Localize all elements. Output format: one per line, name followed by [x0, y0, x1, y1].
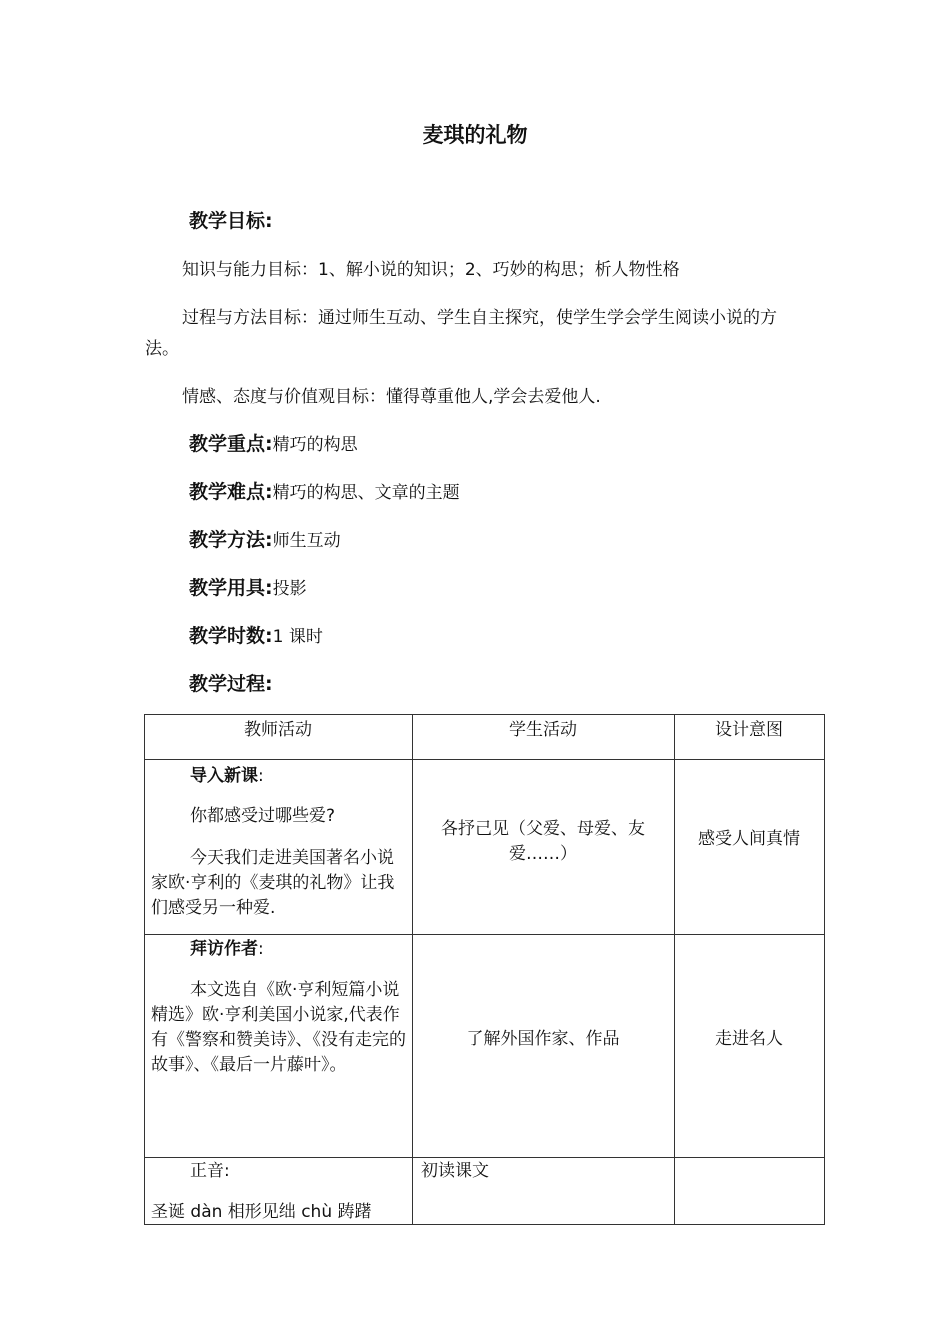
row2-student-activity: 了解外国作家、作品 [466, 1029, 620, 1049]
row2-teacher-heading [190, 937, 264, 962]
table-row-divider [144, 1157, 825, 1158]
item-value: 投影 [272, 579, 307, 599]
row2-heading-text: 拜访作者 [190, 939, 258, 959]
item-value: 精巧的构思、文章的主题 [272, 483, 460, 503]
table-row-divider [144, 934, 825, 935]
row3-student-activity: 初读课文 [421, 1161, 489, 1181]
row1-teacher-question: 你都感受过哪些爱? [190, 806, 336, 826]
process-table [144, 714, 825, 1225]
item-tools [189, 576, 307, 601]
table-border-right [824, 714, 825, 1225]
item-value: 1 课时 [272, 627, 323, 647]
row3-teacher-pronunciation: 圣诞 dàn 相形见绌 chù 踌躇 [151, 1202, 372, 1222]
objective-emotion: 情感、态度与价值观目标：懂得尊重他人,学会去爱他人. [182, 387, 601, 407]
item-value: 精巧的构思 [272, 435, 358, 455]
item-label: 教学方法: [189, 529, 273, 551]
process-heading: 教学过程: [189, 673, 273, 695]
row1-teacher-intro: 今天我们走进美国著名小说家欧·亨利的《麦琪的礼物》让我们感受另一种爱. [151, 848, 395, 918]
table-row-divider [144, 759, 825, 760]
row1-heading-colon: : [258, 766, 264, 786]
header-intent: 设计意图 [715, 720, 783, 740]
item-value: 师生互动 [272, 531, 341, 551]
row3-teacher-heading: 正音: [190, 1161, 230, 1181]
item-label: 教学难点: [189, 481, 273, 503]
item-key-points [189, 432, 358, 457]
row1-design-intent: 感受人间真情 [698, 829, 800, 849]
row1-heading-text: 导入新课 [190, 766, 258, 786]
objective-knowledge: 知识与能力目标：1、解小说的知识；2、巧妙的构思；析人物性格 [182, 260, 680, 280]
table-border-top [144, 714, 825, 715]
table-col-divider [412, 714, 413, 1225]
header-student: 学生活动 [509, 720, 577, 740]
item-method [189, 528, 341, 553]
item-label: 教学时数: [189, 625, 273, 647]
item-hours [189, 624, 323, 649]
row1-student-activity: 各抒己见（父爱、母爱、友爱……） [441, 819, 645, 864]
objectives-heading: 教学目标: [189, 210, 273, 232]
document-title: 麦琪的礼物 [422, 123, 528, 147]
row2-heading-colon: : [258, 939, 264, 959]
table-border-left [144, 714, 145, 1225]
table-col-divider [674, 714, 675, 1225]
row2-teacher-author: 本文选自《欧·亨利短篇小说精选》欧·亨利美国小说家,代表作有《警察和赞美诗》、《没有走完的故事》、《最后一片藤叶》。 [151, 980, 406, 1075]
row2-design-intent: 走进名人 [715, 1029, 783, 1049]
item-label: 教学用具: [189, 577, 273, 599]
objective-process: 过程与方法目标：通过师生互动、学生自主探究，使学生学会学生阅读小说的方法。 [145, 308, 777, 359]
header-teacher: 教师活动 [244, 720, 312, 740]
item-difficulties [189, 480, 460, 505]
item-label: 教学重点: [189, 433, 273, 455]
row1-teacher-heading [190, 764, 264, 789]
